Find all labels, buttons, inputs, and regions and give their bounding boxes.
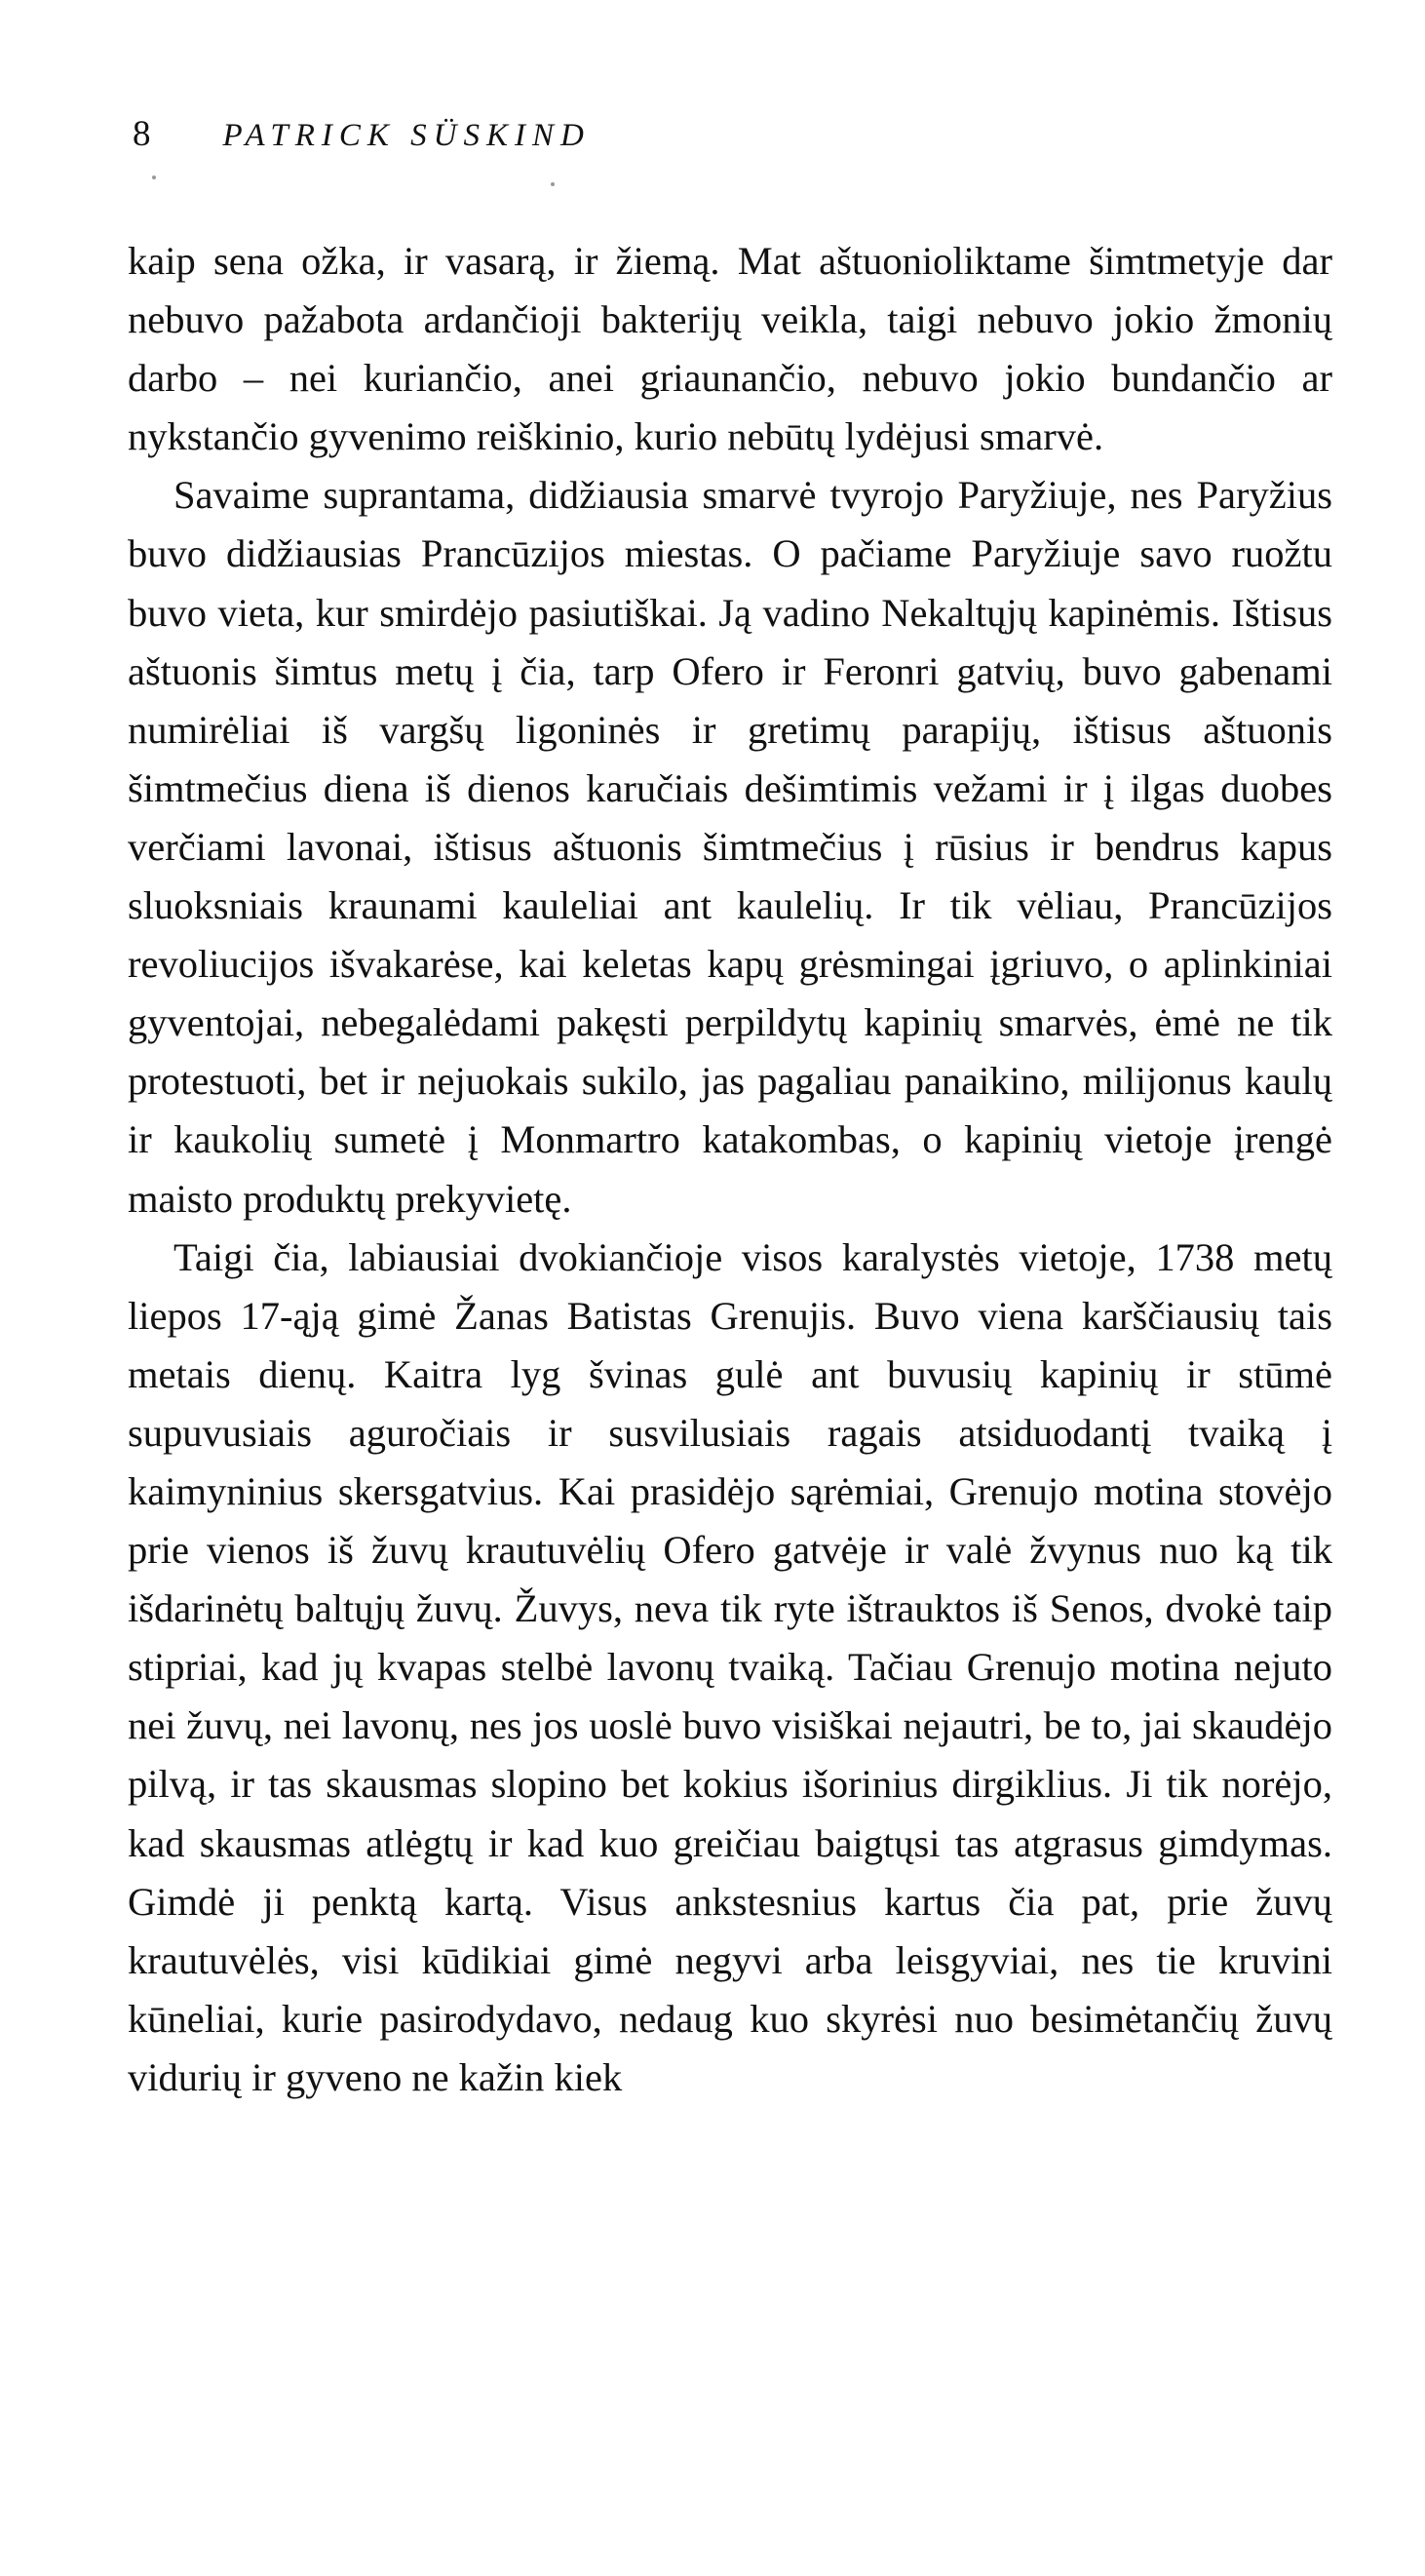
- running-head-author: PATRICK SÜSKIND: [222, 118, 591, 153]
- paragraph: Taigi čia, labiausiai dvokiančioje visos karalystės vietoje, 1738 metų liepos 17-ąją gimė Žanas Batistas Grenujis. Buvo viena karščiausių tais metais dienų. Kaitra lyg švinas gulė ant buvusių kapinių ir stūmė supuvusiais aguročiais ir susvilusiais ragais atsiduodantį tvaiką į kaimyninius skersgatvius. Kai prasidėjo sąrėmiai, Grenujo motina stovėjo prie vienos iš žuvų krautuvėlių Ofero gatvėje ir valė žvynus nuo ką tik išdarinėtų baltųjų žuvų. Žuvys, neva tik ryte ištrauktos iš Senos, dvokė taip stipriai, kad jų kvapas stelbė lavonų tvaiką. Tačiau Grenujo motina nejuto nei žuvų, nei lavonų, nes jos uoslė buvo visiškai nejautri, be to, jai skaudėjo pilvą, ir tas skausmas slopino bet kokius išorinius dirgiklius. Ji tik norėjo, kad skausmas atlėgtų ir kad kuo greičiau baigtųsi tas atgrasus gimdymas. Gimdė ji penktą kartą. Visus ankstesnius kartus čia pat, prie žuvų krautuvėlės, visi kūdikiai gimė negyvi arba leisgyviai, nes tie kruvini kūneliai, kurie pasirodydavo, nedaug kuo skyrėsi nuo besimėtančių žuvų vidurių ir gyveno ne kažin kiek: [128, 1234, 1332, 2099]
- paragraph: kaip sena ožka, ir vasarą, ir žiemą. Mat aštuonioliktame šimtmetyje dar nebuvo pažabota ardančioji bakterijų veikla, taigi nebuvo jokio žmonių darbo – nei kuriančio, anei griaunančio, nebuvo jokio bundančio ar nykstančio gyvenimo reiškinio, kurio nebūtų lydėjusi smarvė.: [128, 239, 1332, 459]
- body-text: [128, 232, 1332, 2107]
- running-head: [133, 105, 591, 164]
- print-speck: [551, 182, 555, 186]
- print-speck: [152, 176, 156, 179]
- paragraph: Savaime suprantama, didžiausia smarvė tvyrojo Paryžiuje, nes Paryžius buvo didžiausias Prancūzijos miestas. O pačiame Paryžiuje savo ruožtu buvo vieta, kur smirdėjo pasiutiškai. Ją vadino Nekaltųjų kapinėmis. Ištisus aštuonis šimtus metų į čia, tarp Ofero ir Feronri gatvių, buvo gabenami numirėliai iš vargšų ligoninės ir gretimų parapijų, ištisus aštuonis šimtmečius diena iš dienos karučiais dešimtimis vežami ir į ilgas duobes verčiami lavonai, ištisus aštuonis šimtmečius į rūsius ir bendrus kapus sluoksniais kraunami kauleliai ant kaulelių. Ir tik vėliau, Prancūzijos revoliucijos išvakarėse, kai keletas kapų grėsmingai įgriuvo, o aplinkiniai gyventojai, nebegalėdami pakęsti perpildytų kapinių smarvės, ėmė ne tik protestuoti, bet ir nejuokais sukilo, jas pagaliau panaikino, milijonus kaulų ir kaukolių sumetė į Monmartro katakombas, o kapinių vietoje įrengė maisto produktų prekyvietę.: [128, 473, 1332, 1221]
- page-number: 8: [133, 114, 151, 154]
